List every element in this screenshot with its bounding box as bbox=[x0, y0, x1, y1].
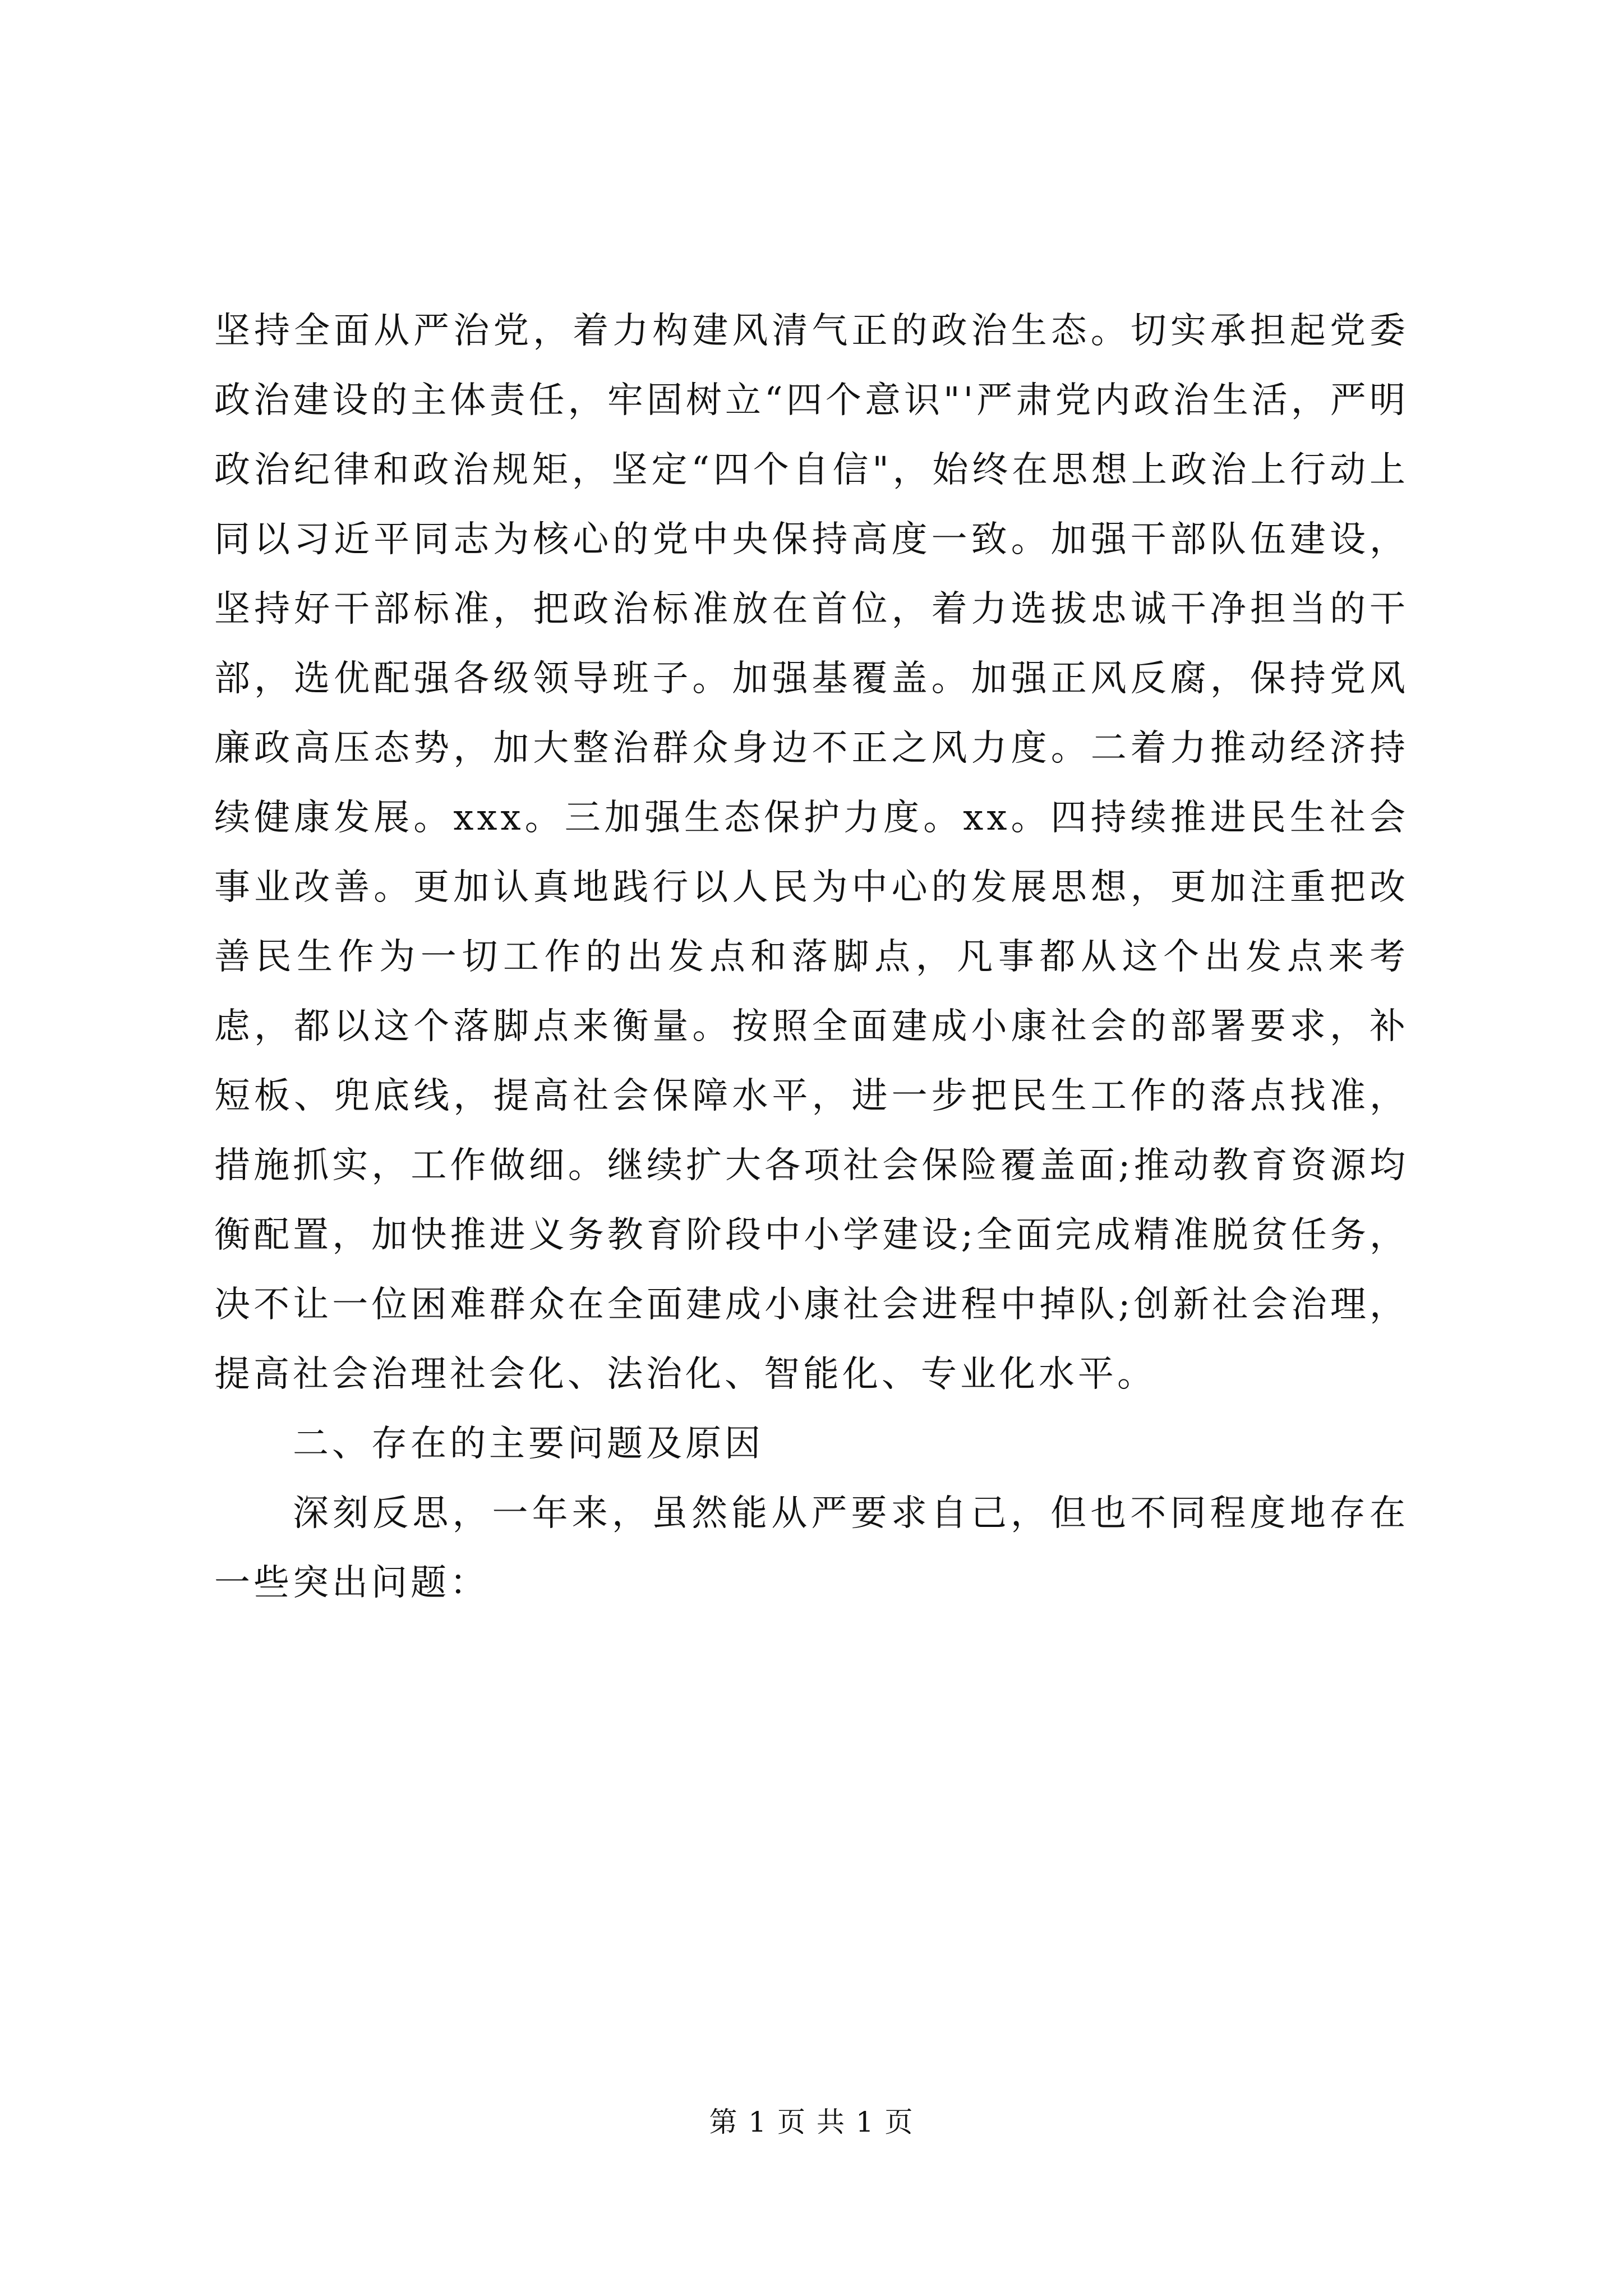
page-footer: 第 1 页 共 1 页 bbox=[709, 2106, 914, 2138]
section-heading: 二、存在的主要问题及原因 bbox=[293, 1423, 764, 1465]
body-paragraph: 坚持全面从严治党，着力构建风清气正的政治生态。切实承担起党委政治建设的主体责任，牢固树立“四个意识"'严肃党内政治生活，严明政治纪律和政治规矩，坚定“四个自信"，始终在思想上政治上行动上同以习近平同志为核心的党中央保持高度一致。加强干部队伍建设，坚持好干部标准，把政治标准放在首位，着力选拔忠诚干净担当的干部，选优配强各级领导班子。加强基覆盖。加强正风反腐，保持党风廉政高压态势，加大整治群众身边不正之风力度。二着力推动经济持续健康发展。xxx。三加强生态保护力度。xx。四持续推进民生社会事业改善。更加认真地践行以人民为中心的发展思想，更加注重把改善民生作为一切工作的出发点和落脚点，凡事都从这个出发点来考虑，都以这个落脚点来衡量。按照全面建成小康社会的部署要求，补短板、兜底线，提高社会保障水平，进一步把民生工作的落点找准，措施抓实，工作做细。继续扩大各项社会保险覆盖面;推动教育资源均衡配置，加快推进义务教育阶段中小学建设;全面完成精准脱贫任务，决不让一位困难群众在全面建成小康社会进程中掉队;创新社会治理，提高社会治理社会化、法治化、智能化、专业化水平。 bbox=[214, 310, 1409, 1395]
document-body bbox=[214, 296, 1409, 1618]
closing-paragraph: 深刻反思，一年来，虽然能从严要求自己，但也不同程度地存在一些突出问题： bbox=[214, 1493, 1409, 1604]
